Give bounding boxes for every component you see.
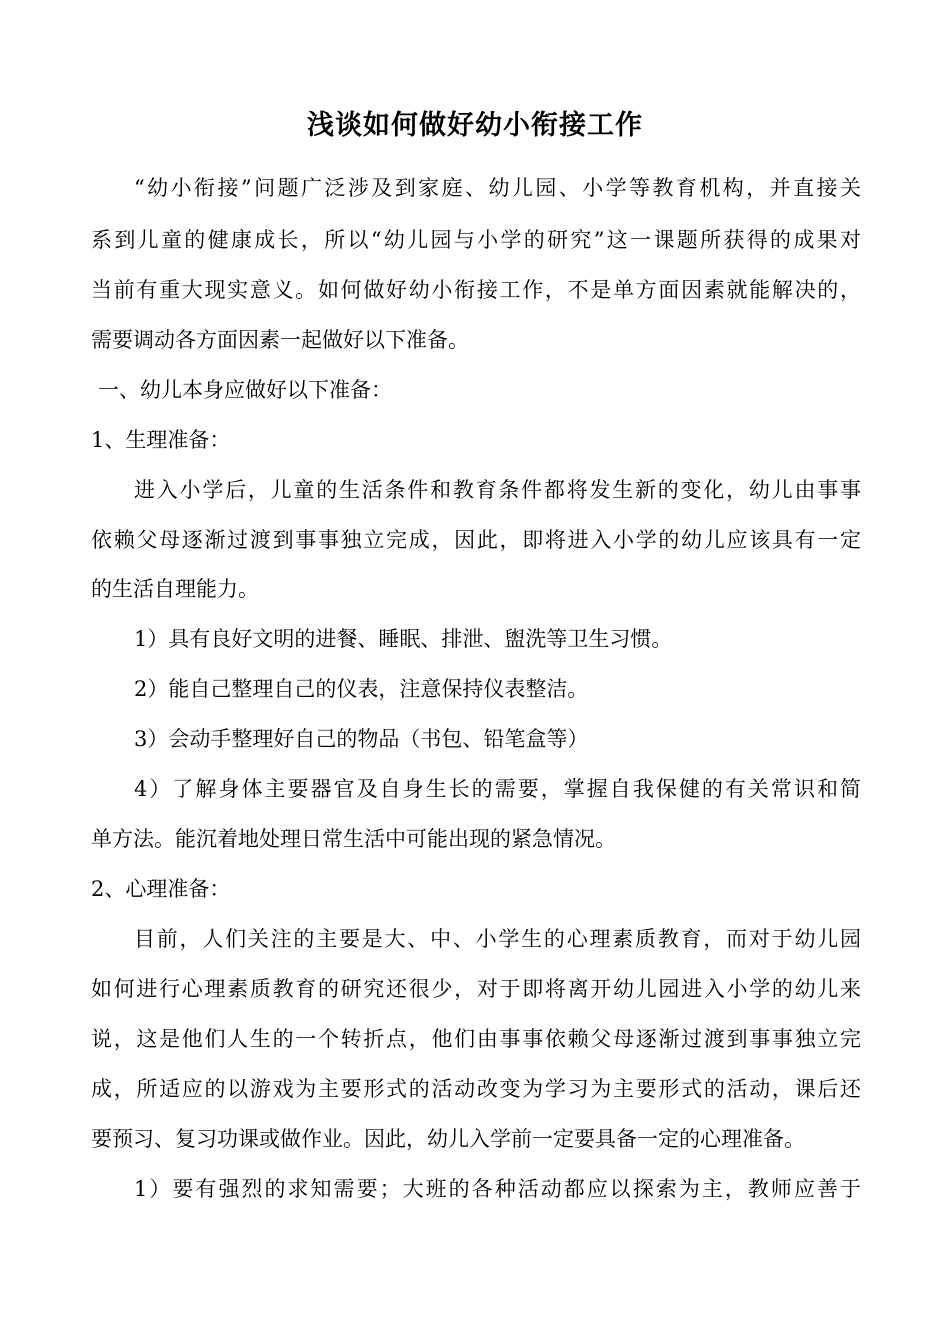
paragraph-line: 需要调动各方面因素一起做好以下准备。 <box>91 328 469 352</box>
subsection-heading: 1、生理准备： <box>91 428 231 452</box>
paragraph-line: 当前有重大现实意义。如何做好幼小衔接工作，不是单方面因素就能解决的， <box>91 278 861 302</box>
paragraph-line: “幼小衔接”问题广泛涉及到家庭、幼儿园、小学等教育机构，并直接关 <box>134 176 861 200</box>
list-item: 3）会动手整理好自己的物品（书包、铅笔盒等） <box>134 727 589 751</box>
list-item: 4）了解身体主要器官及自身生长的需要，掌握自我保健的有关常识和简 <box>134 777 861 801</box>
paragraph-line: 要预习、复习功课或做作业。因此，幼儿入学前一定要具备一定的心理准备。 <box>91 1127 805 1151</box>
document-title: 浅谈如何做好幼小衔接工作 <box>307 110 643 141</box>
paragraph-line: 进入小学后，儿童的生活条件和教育条件都将发生新的变化，幼儿由事事 <box>134 478 861 502</box>
paragraph-line: 如何进行心理素质教育的研究还很少，对于即将离开幼儿园进入小学的幼儿来 <box>91 977 861 1001</box>
list-item: 1）要有强烈的求知需要；大班的各种活动都应以探索为主，教师应善于 <box>134 1177 861 1201</box>
section-heading: 一、幼儿本身应做好以下准备： <box>98 378 392 402</box>
subsection-heading: 2、心理准备： <box>91 877 231 901</box>
paragraph-line: 说，这是他们人生的一个转折点，他们由事事依赖父母逐渐过渡到事事独立完 <box>91 1027 861 1051</box>
paragraph-line: 系到儿童的健康成长，所以“幼儿园与小学的研究”这一课题所获得的成果对 <box>91 228 861 252</box>
list-item: 2）能自己整理自己的仪表，注意保持仪表整洁。 <box>134 677 589 701</box>
paragraph-line: 成，所适应的以游戏为主要形式的活动改变为学习为主要形式的活动，课后还 <box>91 1077 861 1101</box>
paragraph-line: 目前，人们关注的主要是大、中、小学生的心理素质教育，而对于幼儿园 <box>134 927 861 951</box>
paragraph-line: 的生活自理能力。 <box>91 577 259 601</box>
paragraph-line: 依赖父母逐渐过渡到事事独立完成，因此，即将进入小学的幼儿应该具有一定 <box>91 528 861 552</box>
list-item-continuation: 单方法。能沉着地处理日常生活中可能出现的紧急情况。 <box>91 827 616 851</box>
list-item: 1）具有良好文明的进餐、睡眠、排泄、盥洗等卫生习惯。 <box>134 627 673 651</box>
